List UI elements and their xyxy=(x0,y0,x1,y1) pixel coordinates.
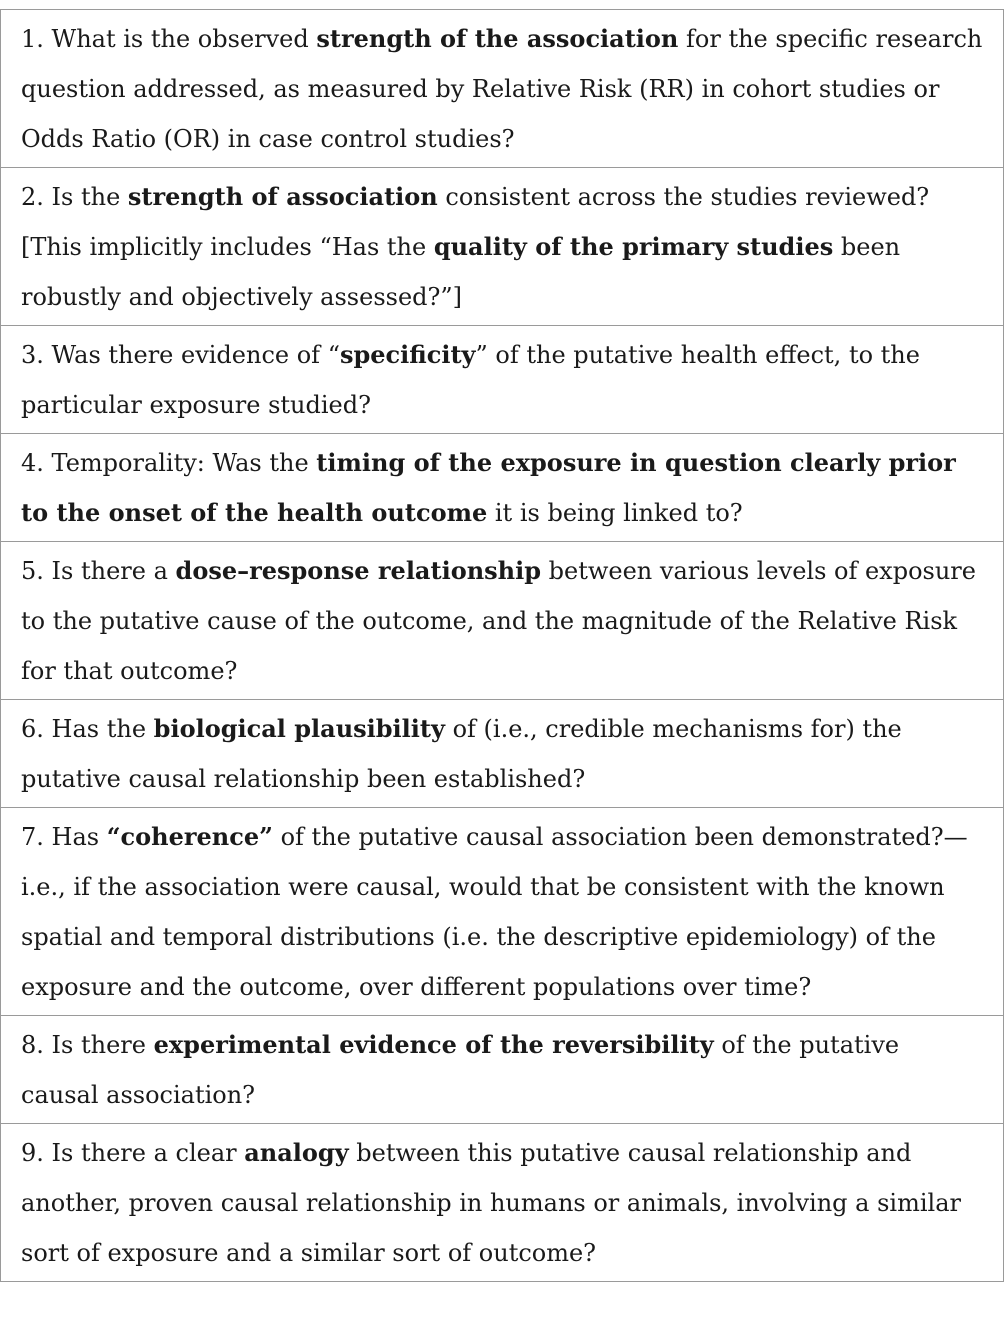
table-row xyxy=(1,700,1004,808)
criterion-text: of (i.e., credible mechanisms for) the putative causal relationship been established? xyxy=(21,715,902,793)
criterion-text: between various levels of exposure to the putative cause of the outcome, and the magnitude of the Relative Risk for that outcome? xyxy=(21,557,976,685)
criterion-text: of the putative causal association? xyxy=(21,1031,900,1109)
criterion-cell xyxy=(1,1016,1004,1124)
criterion-key-term: quality of the primary studies xyxy=(433,232,834,261)
criterion-text: What is the observed xyxy=(51,25,317,53)
criterion-text: Is there a xyxy=(51,557,176,585)
criterion-text: Is there a clear xyxy=(51,1139,245,1167)
criterion-text: Is there xyxy=(51,1031,154,1059)
criterion-cell xyxy=(1,168,1004,326)
criterion-key-term: strength of association xyxy=(127,182,438,211)
criterion-number: 3. xyxy=(21,341,44,369)
table-row xyxy=(1,542,1004,700)
criteria-table-body xyxy=(1,10,1004,1282)
criterion-text: been robustly and objectively assessed?”] xyxy=(21,233,901,311)
criterion-number: 7. xyxy=(21,823,44,851)
criterion-text: for the specific research question addressed, as measured by Relative Risk (RR) in cohort studies or Odds Ratio (OR) in case control studies? xyxy=(21,25,983,153)
criterion-key-term: strength of the association xyxy=(316,24,679,53)
criterion-key-term: biological plausibility xyxy=(153,714,445,743)
criterion-text: of the putative causal association been demonstrated?—i.e., if the association were causal, would that be consistent with the known spatial and temporal distributions (i.e. the descriptive epidemiology) of the exposure and the outcome, over different populations over time? xyxy=(21,823,968,1001)
table-row xyxy=(1,1016,1004,1124)
criterion-cell xyxy=(1,1124,1004,1282)
table-row xyxy=(1,326,1004,434)
criterion-cell xyxy=(1,10,1004,168)
criteria-table xyxy=(0,9,1004,1282)
criterion-text: Has xyxy=(51,823,107,851)
criterion-key-term: dose–response relationship xyxy=(175,556,542,585)
criterion-key-term: “coherence” xyxy=(106,822,273,851)
criterion-cell xyxy=(1,434,1004,542)
criterion-text: it is being linked to? xyxy=(487,499,743,527)
table-row xyxy=(1,434,1004,542)
criterion-text: Is the xyxy=(51,183,128,211)
criterion-text: Has the xyxy=(51,715,154,743)
criterion-text: ” of the putative health effect, to the particular exposure studied? xyxy=(21,341,920,419)
criterion-key-term: experimental evidence of the reversibility xyxy=(153,1030,714,1059)
criterion-cell xyxy=(1,700,1004,808)
table-row xyxy=(1,168,1004,326)
criterion-key-term: specificity xyxy=(339,340,476,369)
criterion-number: 5. xyxy=(21,557,44,585)
criterion-number: 6. xyxy=(21,715,44,743)
criterion-cell xyxy=(1,808,1004,1016)
criterion-cell xyxy=(1,542,1004,700)
criterion-number: 4. xyxy=(21,449,44,477)
criterion-number: 2. xyxy=(21,183,44,211)
table-row xyxy=(1,808,1004,1016)
criterion-text: between this putative causal relationship and another, proven causal relationship in humans or animals, involving a similar sort of exposure and a similar sort of outcome? xyxy=(21,1139,961,1267)
table-row xyxy=(1,10,1004,168)
criterion-text: consistent across the studies reviewed? [This implicitly includes “Has the xyxy=(21,183,930,261)
criterion-key-term: analogy xyxy=(244,1138,349,1167)
criterion-text: Was there evidence of “ xyxy=(51,341,340,369)
criterion-text: Temporality: Was the xyxy=(51,449,317,477)
table-row xyxy=(1,1124,1004,1282)
criterion-key-term: timing of the exposure in question clearly prior to the onset of the health outcome xyxy=(21,448,956,527)
criterion-number: 8. xyxy=(21,1031,44,1059)
criterion-number: 1. xyxy=(21,25,44,53)
criterion-cell xyxy=(1,326,1004,434)
criterion-number: 9. xyxy=(21,1139,44,1167)
